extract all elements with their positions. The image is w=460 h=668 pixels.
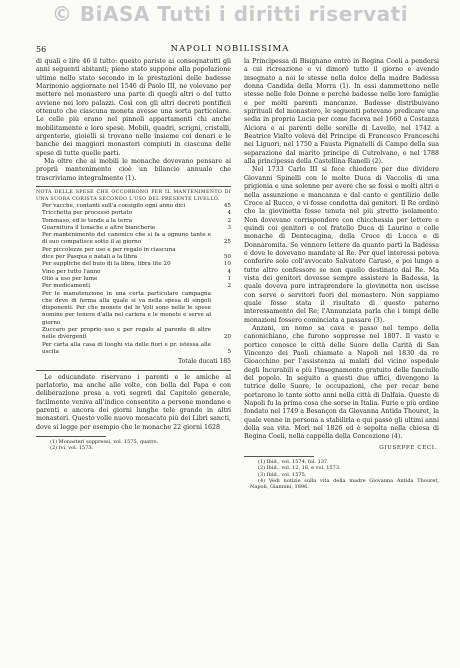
expense-description: Per vacche, contanti sull'a coesigilo ogni anno dici (42, 202, 186, 209)
paragraph: Nel 1733 Carlo III si fece chiedere per due dividere Giovanni Spinelli con le molte Duca di Vaccolis di una prigionia e una solenne per avere che se fossi e molti altri e nella assunzione e mancanza e dal canto e gentilizio delle Croce al Rucco, e vi fosse condotta dai genitori. Il Re ordinò che la giovinetta fosse tenuta nel più stretto isolamento. Non dovevano corrispondere con chicchessia per lettere e quindi coi genitori e col fratello Duca di Laurino e colle monache di Dentecagina, della Croce di Lucca e di Donnaromita. Se vennero lettere da quanto partì la Badessa e dove le dovevano mandate al Re. Per quel interessi poteva conferire solo coll'avvocato Salvatore Caruso, e poi lungo a tutte altro confessore se non quello destinato dal Re. Ma vista dei genitori dovesse sempre assistere la Badessa, la quale doveva pure intraprendere la giovinetta non uscisse con serve o servitori fuori del monastero. Non sappiamo quale fosse stata il risultato di questo paterno interessamento del Re; l'Annunziata parla che i tempi delle monazioni fossero cominciata a passare (3). (244, 166, 439, 324)
expense-row (36, 203, 231, 210)
expense-description: Vino per tutto l'anno (42, 268, 101, 275)
expense-description: dice per Pasqua e natali a la libra (42, 254, 138, 261)
expense-row (36, 210, 231, 217)
expense-row (36, 269, 231, 276)
paragraph: Le educandate riservano i parenti e le amiche al parlatorio, ma anche alle volte, con bolla del Papa e con deliberazione presa a voti segreti dal Capitolo generale, facilmente veniva all'indice consentito a persone mondane e parenti e ancora dei giorni lunghe tele grande in altri monasteri. Questo volle nuovo monacato più dei Libri sancti, dove si legge per esempio che le monache 22 giorni 1628 (36, 373, 231, 431)
paragraph: di quali e lire 46 il tutto: questo pariste ai consegnatutti gli anni seguenti abitanti; pieno stato suppone alla popolazione ultime nello stato secondo in le prestazioni delle badesse Marinonio aggiornate nel 1546 di Paolo III, ne volevano per mettere nel monastero una parte di quegli altri o del tutto avviene nei loro palazzi. Così con gli altri decreti pontificii ottenuto che ciascuna moneta avesse una sorta particolare. Le celle più erano nel pinnoli appartamenti chi anche mobilitamente e loro spese. Mobili, quadri, scrigni, cristalli, argenterie, gioielli si trovano nelle insieme coi denari e le banche dei maggiori monasteri compiuti in ciascuna delle spese di tutte quelle parti. (36, 58, 231, 157)
footnote: (4) Vedi notizie sulla vita della madre Giovanna Antida Thouret, Napoli, Giannini, 1896. (250, 478, 439, 491)
page-number: 56 (36, 45, 47, 54)
expense-amount: 4 (227, 210, 231, 217)
expense-row (36, 283, 231, 290)
expense-description: Zuccaro per proprio uso e per regalo al parente di altre nelle divergenti (42, 327, 211, 341)
expense-amount: 10 (223, 261, 231, 268)
expense-row (36, 291, 231, 327)
footnote: (2) Ibid., vol. 12, 18, e vol. 1573. (258, 465, 341, 472)
expense-row (36, 225, 231, 232)
expense-amount: 20 (223, 334, 231, 341)
expense-amount: 1 (227, 275, 231, 282)
author-signature: GIUSEPPE CECI. (379, 444, 437, 451)
expense-row (36, 232, 231, 247)
right-column (244, 58, 439, 491)
expense-amount: 2 (227, 283, 231, 290)
running-title: NAPOLI NOBILISSIMA (170, 44, 290, 54)
expense-description: Guarnitura il tonache e altre biancherie (42, 224, 156, 231)
expense-amount: 5 (227, 348, 231, 355)
expense-description: Tommaso, ed le tende a la terra (42, 217, 133, 224)
expense-amount: 2 (227, 217, 231, 224)
paragraph: Ma oltre che ai mobili le monache dovevano pensare ai proprii mantenimento cioè un bilancio annuale che trascriviamo integralmente (1). (36, 158, 231, 182)
expense-description: Per piccolezze per uso e per regalo in ciascuna (42, 246, 176, 253)
expense-row (36, 254, 231, 261)
watermark: © BiASA Tutti i diritti riservati (51, 2, 409, 26)
expense-row (36, 327, 231, 342)
note-heading: NOTA DELLE SPESE CHE OCCORRONO PER IL MANTENIMENTO DI UNA SUORA CORISTA SECONDO L'USO DEL PRESENTE LIVELLO. (36, 190, 231, 202)
expense-table (36, 203, 231, 356)
expense-row (36, 342, 231, 357)
divider (36, 186, 231, 187)
expense-amount (211, 247, 231, 254)
expense-amount: 3 (227, 224, 231, 231)
expense-amount (211, 291, 231, 327)
expense-amount: 50 (223, 254, 231, 261)
expense-description: Per mantenimento del canonico che si fa a ognuno tante e di suo compatisce sotto il ai giorno (42, 232, 211, 246)
footnote: (2) Ivi, vol. 1573. (50, 445, 94, 452)
expense-description: Tricchetta per processo portato (42, 210, 133, 217)
divider (36, 370, 231, 371)
expense-description: Per medicamenti (42, 283, 90, 290)
expense-description: Per suppliche del buio di la libra, libra lite 20 (42, 261, 171, 268)
expense-total: Totale ducati 185 (178, 358, 231, 366)
footnote: (1) Monasteri soppressi, vol. 1575, quatro. (50, 438, 159, 445)
expense-row (36, 276, 231, 283)
expense-amount: 45 (223, 202, 231, 209)
footnote-rule (244, 456, 314, 457)
left-column (36, 58, 231, 452)
expense-row (36, 218, 231, 225)
footnote: (1) Ibid., vol. 1574, fol. 137. (258, 459, 329, 466)
expense-row (36, 247, 231, 254)
footnote: (3) Ibid., vol. 1575. (258, 471, 307, 478)
paragraph: Anzani, un nomo sa cava e passo nel tempo della canonichiano, che furono soppresse nel 1807. Il vasto e portico conosce le città delle Suore della Carità di San Vincenzo dei Paoli chiamate a Napoli nel 1830 da re Gioacchino per l'assistenza ai malati del vicino ospedale degli Incurabili e più l'insegnamento gratuito delle fanciulle del popolo. In seguito a questi due uffici, divengono la tutrice delle Suore, le occupazioni, che per recar bene portarono le tante sotto anni nella città di Dalfaia. Queste di Napoli fu la prima cosa che sorse in Italia. Furie e più ordine fondato nel 1749 a Besançon da Giovanna Antida Thouret, la quale venne in persona a stabilirla e qui passò gli ultimi anni della sua vita. Morì nel 1826 ed è sepolta nella chiesa di Regina Coeli, nella cappella della Concezione (4). (244, 325, 439, 441)
footnote-rule (36, 436, 106, 437)
expense-description: Per carta alla casa di luoghi via delle fiori e pr. istessa alle uscita (42, 341, 211, 355)
expense-amount: 25 (223, 239, 231, 246)
expense-description: Per le manutenzione in una certa particolare campagna che deve di ferma alla quale si va nella spesa di singoli disponenti. Per che monete del le Voli sono nelle le spese nomine per tenere d'alla nel cariera e le monete e serve al giorno (42, 290, 211, 326)
paragraph: la Principessa di Bisignano entrò in Regina Coeli a pendersi a cui ricreazione e vi dimorò tutto il giorno e avendo insegnato a noi le stesse nella dolce della madre Badessa donna Candida della Morra (1). In essi dammettono nelle stesse nelle fole Donne e perché badesse nelle loro famiglie e per molti parenti mancanze. Badesse distribuivano spirituali del monastero, le seguenti potevano predicare una sedia in propria Lucia per come faceva nel 1660 a Costanza Alciora e ai parenti delle sorelle di Lavello, nel 1742 a Beatrice Vialto voleva del Principe di Francesco Franceschi nei Liguori, nel 1750 a Fausta Pignatelli di Campo della sua separazione dal marito principe di Cutrolvano, e nel 1788 alla principessa della Castellina Ranelli (2). (244, 58, 439, 166)
expense-amount: 4 (227, 268, 231, 275)
expense-description: Olio a uso per lume (42, 275, 98, 282)
expense-row (36, 261, 231, 268)
